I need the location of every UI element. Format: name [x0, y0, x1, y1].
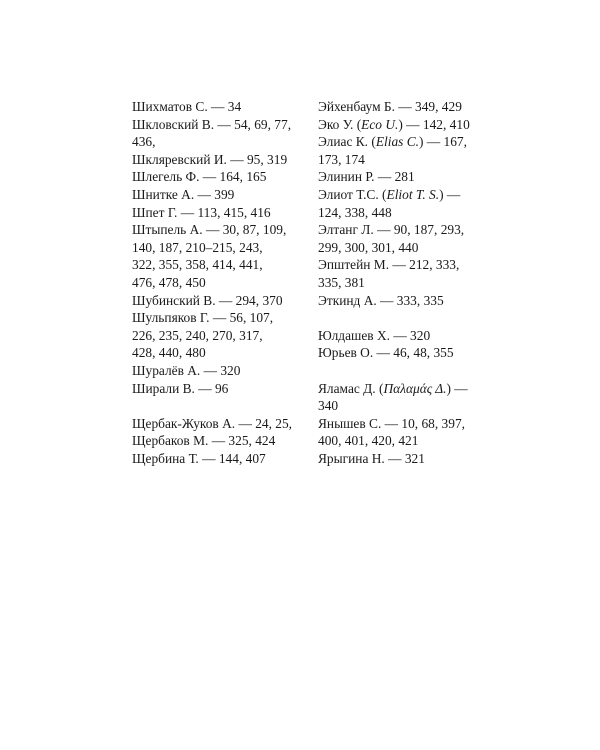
entry-text: ) — 142, 410	[398, 116, 470, 132]
index-entry	[132, 151, 302, 169]
index-entry-line	[318, 450, 488, 468]
index-entry-line	[318, 168, 488, 186]
index-entry	[318, 186, 488, 221]
index-entry-line	[132, 380, 302, 398]
entry-text: Штыпель А. — 30, 87, 109,	[132, 222, 287, 238]
entry-text: Шкляревский И. — 95, 319	[132, 151, 288, 167]
index-entry-line	[318, 256, 488, 274]
index-entry-line	[318, 344, 488, 362]
index-entry	[318, 256, 488, 291]
entry-text: Эйхенбаум Б. — 349, 429	[318, 99, 462, 114]
index-entry	[132, 415, 302, 433]
entry-text: 226, 235, 240, 270, 317,	[132, 327, 263, 343]
entry-text: 476, 478, 450	[132, 274, 206, 290]
index-group	[132, 415, 302, 468]
entry-text: 322, 355, 358, 414, 441,	[132, 257, 263, 273]
entry-text: Яламас Д. (	[318, 380, 384, 396]
entry-text: 428, 440, 480	[132, 345, 206, 361]
entry-text: Элиас К. (	[318, 134, 376, 150]
index-column-right	[318, 98, 488, 467]
entry-text: ) —	[446, 380, 468, 396]
index-entry-line	[318, 292, 488, 310]
entry-text: Шуралёв А. — 320	[132, 362, 241, 378]
index-entry-continuation	[318, 204, 488, 222]
entry-text: Шлегель Ф. — 164, 165	[132, 169, 267, 185]
entry-text: 140, 187, 210–215, 243,	[132, 239, 263, 255]
index-entry-line	[318, 116, 488, 134]
entry-text: ) — 167,	[419, 134, 467, 150]
index-entry-line	[132, 221, 302, 239]
entry-text: Щербаков М. — 325, 424	[132, 433, 276, 449]
index-entry-continuation	[318, 432, 488, 450]
entry-text: 299, 300, 301, 440	[318, 239, 419, 255]
entry-text: Элиот Т.С. (	[318, 186, 387, 202]
index-entry-continuation	[318, 239, 488, 257]
entry-text: ) —	[439, 186, 461, 202]
index-entry-continuation	[132, 344, 302, 362]
index-entry	[318, 327, 488, 345]
entry-text: Эко У. (	[318, 116, 362, 132]
index-entry	[132, 168, 302, 186]
index-group	[132, 98, 302, 397]
index-entry-line	[132, 415, 302, 433]
index-entry-line	[132, 362, 302, 380]
entry-text: Щербина Т. — 144, 407	[132, 450, 266, 466]
index-entry-line	[132, 292, 302, 310]
entry-text: 340	[318, 398, 339, 414]
entry-text: 335, 381	[318, 274, 365, 290]
index-entry-line	[132, 432, 302, 450]
entry-text: 124, 338, 448	[318, 204, 392, 220]
index-entry	[318, 133, 488, 168]
entry-text: Эпштейн М. — 212, 333,	[318, 257, 460, 273]
index-entry	[132, 186, 302, 204]
index-entry	[132, 116, 302, 151]
entry-text: Эткинд А. — 333, 335	[318, 292, 444, 308]
index-entry-line	[318, 221, 488, 239]
index-entry	[318, 221, 488, 256]
index-entry	[318, 380, 488, 415]
index-entry	[318, 98, 488, 116]
index-group	[318, 380, 488, 468]
index-entry	[132, 362, 302, 380]
index-entry-line	[132, 204, 302, 222]
index-entry-continuation	[318, 397, 488, 415]
index-column-left	[132, 98, 302, 467]
entry-text: Шульпяков Г. — 56, 107,	[132, 310, 274, 326]
index-group	[318, 327, 488, 362]
index-entry-line	[318, 186, 488, 204]
index-entry-line	[318, 133, 488, 151]
index-entry-continuation	[132, 133, 302, 151]
index-entry	[132, 432, 302, 450]
index-entry	[318, 415, 488, 450]
entry-text: Юлдашев Х. — 320	[318, 327, 431, 343]
index-entry	[132, 450, 302, 468]
index-entry	[132, 98, 302, 116]
original-name-italic: Elias C.	[375, 134, 419, 150]
index-entry-line	[318, 327, 488, 345]
index-entry	[132, 292, 302, 310]
index-entry-line	[318, 415, 488, 433]
entry-text: Ярыгина Н. — 321	[318, 450, 425, 466]
index-entry-continuation	[318, 274, 488, 292]
original-name-italic: Eliot T. S.	[386, 186, 440, 202]
index-entry-line	[318, 98, 488, 116]
entry-text: Юрьев О. — 46, 48, 355	[318, 345, 454, 361]
entry-text: 400, 401, 420, 421	[318, 433, 419, 449]
index-entry	[132, 204, 302, 222]
entry-text: Элинин Р. — 281	[318, 169, 415, 185]
index-entry	[318, 292, 488, 310]
entry-text: Ширали В. — 96	[132, 380, 229, 396]
index-entry-continuation	[132, 239, 302, 257]
index-entry-continuation	[132, 274, 302, 292]
index-entry	[132, 221, 302, 291]
index-entry-line	[132, 98, 302, 116]
index-entry-continuation	[132, 327, 302, 345]
index-entry-line	[132, 309, 302, 327]
entry-text: Щербак-Жуков А. — 24, 25,	[132, 415, 293, 431]
entry-text: 436,	[132, 134, 156, 150]
index-entry-continuation	[132, 256, 302, 274]
entry-text: Янышев С. — 10, 68, 397,	[318, 415, 465, 431]
index-group	[318, 98, 488, 309]
entry-text: Шубинский В. — 294, 370	[132, 292, 283, 308]
index-entry-line	[132, 116, 302, 134]
index-entry-line	[132, 450, 302, 468]
index-entry-line	[318, 380, 488, 398]
original-name-italic: Eco U.	[361, 116, 399, 132]
index-entry	[132, 380, 302, 398]
index-entry-line	[132, 151, 302, 169]
entry-text: Шихматов С. — 34	[132, 99, 242, 114]
entry-text: Шкловский В. — 54, 69, 77,	[132, 116, 292, 132]
entry-text: Шпет Г. — 113, 415, 416	[132, 204, 271, 220]
index-entry	[318, 450, 488, 468]
index-entry-line	[132, 186, 302, 204]
index-entry	[132, 309, 302, 362]
original-name-italic: Παλαμάς Δ.	[383, 380, 447, 396]
index-entry	[318, 168, 488, 186]
index-entry-line	[132, 168, 302, 186]
entry-text: Элтанг Л. — 90, 187, 293,	[318, 222, 465, 238]
index-entry-continuation	[318, 151, 488, 169]
entry-text: Шнитке А. — 399	[132, 186, 235, 202]
index-entry	[318, 344, 488, 362]
entry-text: 173, 174	[318, 151, 365, 167]
index-entry	[318, 116, 488, 134]
